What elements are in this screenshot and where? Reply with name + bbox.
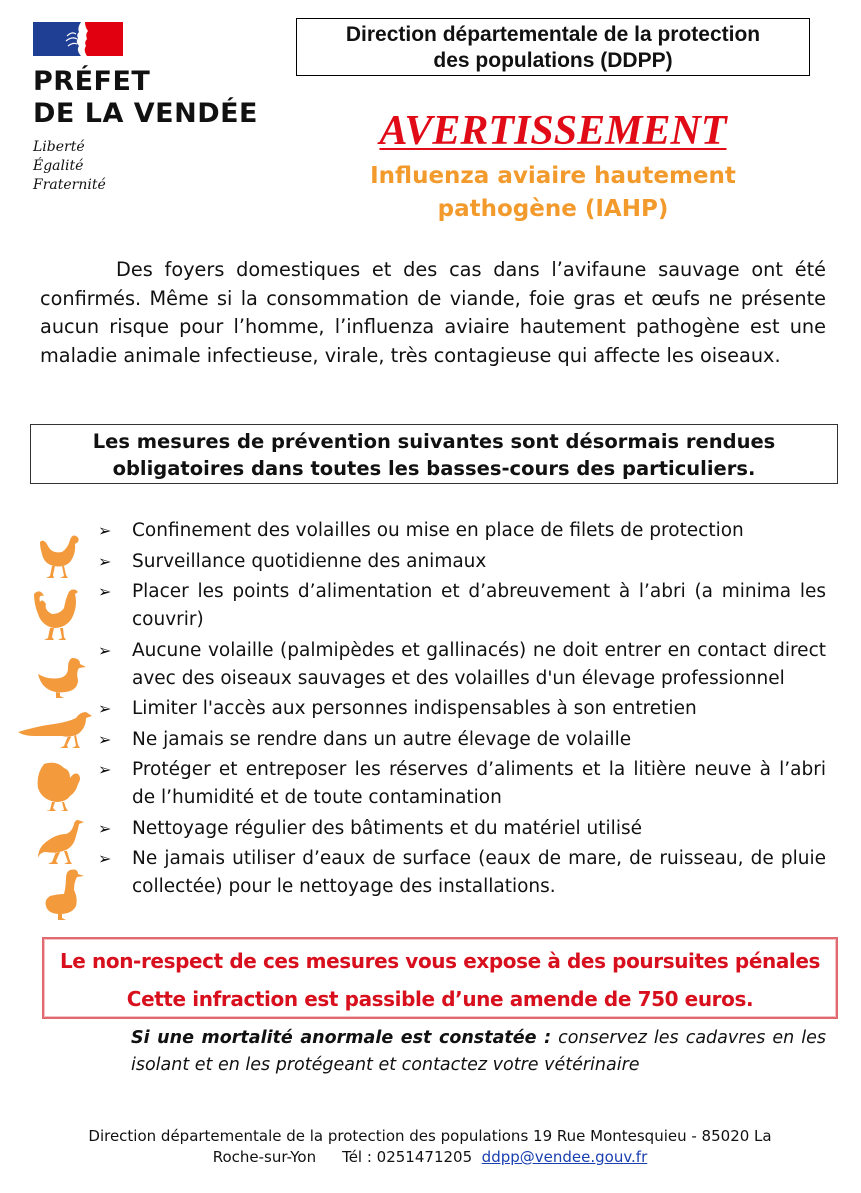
mandatory-measures-notice [30,424,838,484]
measure-item [98,815,826,843]
measure-item [98,756,826,812]
measure-item [98,695,826,723]
warning-title [296,108,810,154]
arrow-bullet-icon: ➢ [98,760,112,779]
arrow-bullet-icon: ➢ [98,699,112,718]
ddpp-line1: Direction départementale de la protection [345,23,761,46]
ddpp-header-box [296,18,810,76]
measure-text: Placer les points d’alimentation et d’abreuvement à l’abri (a minima les couvrir) [132,581,826,630]
measure-text: Ne jamais se rendre dans un autre élevage de volaille [132,728,632,750]
mortality-text: conservez les cadavres en les isolant et en les protégeant et contactez votre vétérinaire [131,1028,826,1075]
disease-subtitle [296,160,810,226]
measure-item [98,517,826,545]
subtitle-line1: Influenza aviaire hautement [370,163,736,189]
penalty-line1: Le non-respect de ces mesures vous expose à des poursuites pénales [59,949,821,973]
arrow-bullet-icon: ➢ [98,582,112,601]
measure-text: Limiter l'accès aux personnes indispensables à son entretien [132,698,697,719]
subtitle-line2: pathogène (IAHP) [437,196,669,222]
hen-icon [38,534,82,580]
prefect-title-line1: PRÉFET [33,66,151,97]
footer-contact [50,1126,810,1168]
penalty-line2: Cette infraction est passible d’une amende de 750 euros. [126,987,754,1011]
prefecture-logo [33,22,283,195]
measure-text: Aucune volaille (palmipèdes et gallinacés) ne doit entrer en contact direct avec des oiseaux sauvages et des volailles d'un élevage professionnel [132,639,826,689]
prefect-title [33,66,283,130]
measure-text: Confinement des volailles ou mise en place de filets de protection [132,520,744,541]
measure-item [98,637,826,693]
republic-motto [33,138,283,195]
measure-item [98,548,826,576]
pheasant-icon [18,710,92,752]
warning-title-text: AVERTISSEMENT [379,108,727,154]
turkey-icon [36,762,84,812]
duck-icon [38,656,86,700]
arrow-bullet-icon: ➢ [98,640,112,660]
measure-text: Nettoyage régulier des bâtiments et du matériel utilisé [132,817,642,839]
measures-list [98,517,826,904]
rooster-icon [32,588,82,644]
footer-city: Roche-sur-Yon [212,1148,317,1166]
footer-phone: Tél : 0251471205 [342,1148,473,1166]
measure-text: Surveillance quotidienne des animaux [132,550,487,572]
footer-line2 [50,1147,810,1168]
measure-item [98,726,826,754]
footer-address: Direction départementale de la protection des populations 19 Rue Montesquieu - 85020 La [88,1127,772,1145]
notice-line1: Les mesures de prévention suivantes sont désormais rendues [92,430,776,453]
penalty-warning-box [42,937,838,1019]
goose-icon [44,868,86,922]
footer-email-link[interactable]: ddpp@vendee.gouv.fr [481,1148,648,1166]
arrow-bullet-icon: ➢ [98,818,112,838]
arrow-bullet-icon: ➢ [98,849,112,868]
arrow-bullet-icon: ➢ [98,521,112,540]
mortality-lead: Si une mortalité anormale est constatée : [131,1028,552,1048]
measure-text: Protéger et entreposer les réserves d’aliments et la litière neuve à l’abri de l’humidité et de toute contamination [132,759,826,808]
guinea-fowl-icon [38,818,86,866]
prefect-title-line2: DE LA VENDÉE [33,98,258,129]
intro-paragraph [40,256,826,370]
notice-line2: obligatoires dans toutes les basses-cours des particuliers. [112,457,756,480]
motto-egalite: Égalité [33,158,84,174]
motto-liberte: Liberté [33,139,85,155]
republic-flag-logo [33,22,123,56]
intro-text: Des foyers domestiques et des cas dans l’avifaune sauvage ont été confirmés. Même si la consommation de viande, foie gras et œufs ne présente aucun risque pour l’homme, l’influenza aviaire hautement pathogène est une maladie animale infectieuse, virale, très contagieuse qui affecte les oiseaux. [40,258,826,367]
measure-item [98,578,826,634]
arrow-bullet-icon: ➢ [98,729,112,749]
mortality-notice [131,1025,826,1079]
arrow-bullet-icon: ➢ [98,551,112,571]
flag-red-band [88,22,123,56]
measure-item [98,845,826,901]
motto-fraternite: Fraternité [33,177,106,193]
ddpp-line2: des populations (DDPP) [433,49,673,72]
measure-text: Ne jamais utiliser d’eaux de surface (eaux de mare, de ruisseau, de pluie collectée) pour le nettoyage des installations. [132,848,826,897]
